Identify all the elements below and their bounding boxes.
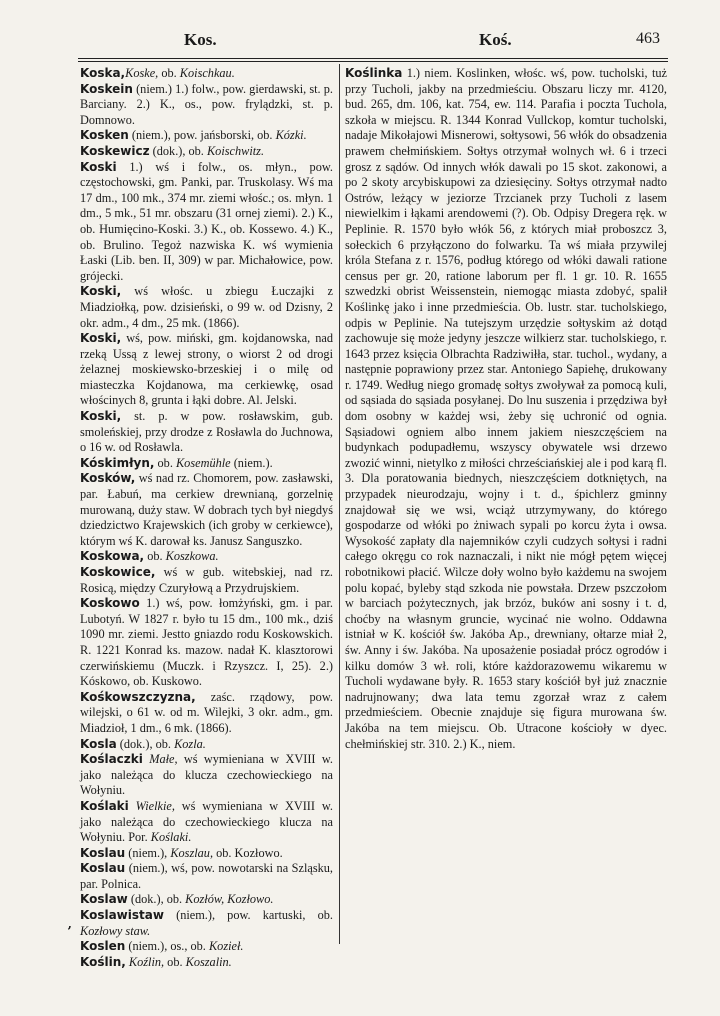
- entry-reference: Kózki.: [275, 128, 307, 143]
- entry-text: (dok.), ob.: [149, 143, 207, 158]
- dictionary-entry: [80, 846, 333, 862]
- dictionary-entry: [80, 799, 333, 846]
- entry-headword: Koslawistaw: [80, 908, 164, 923]
- dictionary-entry: [80, 861, 333, 892]
- dictionary-entry: [80, 471, 333, 549]
- entry-headword: Koslaw: [80, 892, 128, 907]
- entry-text: st. p. w pow. rosławskim, gub. smoleńskiej, przy drodze z Rosławla do Juchnowa, o 16 w. od Rosławla.: [80, 409, 333, 455]
- dictionary-entry: [80, 908, 333, 939]
- entry-text: wś, pow. miński, gm. kojdanowska, nad rzeką Ussą z lewej strony, o wiorst 2 od drogi żelaznej moskiewsko-brzeskiej i o milę od miasteczka Kojdanowa, ma cerkiewkę, osad włościnych 8, grunta i łąki dobre. Al. Jelski.: [80, 331, 333, 408]
- dictionary-entry: [80, 409, 333, 456]
- entry-headword: Kosków,: [80, 471, 136, 486]
- entry-reference: Koszlau,: [170, 845, 214, 860]
- dictionary-entry: [80, 549, 333, 565]
- entry-text: wś wymieniana w XVIII w. jako należąca do czechowieckiego klucza na Wołyniu. Por.: [80, 798, 334, 845]
- entry-headword: Koski,: [80, 284, 122, 299]
- entry-reference: Koischkau.: [179, 66, 235, 80]
- dictionary-entry: [80, 144, 333, 160]
- entry-headword: Koslen: [80, 939, 126, 954]
- entry-text: ob. Kozłowo.: [213, 845, 283, 860]
- header-rule-top: [78, 58, 668, 59]
- entry-text: (niem.), pow. jańsborski, ob.: [128, 128, 276, 143]
- entry-headword: Kosken: [80, 128, 129, 143]
- column-divider: [339, 64, 340, 944]
- dictionary-entry: [80, 690, 333, 737]
- entry-text: (niem.), wś, pow. nowotarski na Szląsku, par. Polnica.: [80, 861, 333, 891]
- entry-text: (dok.), ob.: [127, 892, 186, 907]
- entry-variant: Małe,: [142, 752, 178, 767]
- entry-reference: Kosemühle: [175, 455, 231, 470]
- entry-text: (niem.) 1.) folw., pow. gierdawski, st. p. Barciany. 2.) K., os., pow. frylądzki, st. p. Domnowo.: [80, 81, 333, 127]
- entry-variant: Wielkie,: [128, 798, 175, 813]
- entry-text: wś w gub. witebskiej, nad rz. Rosicą, między Czuryłową a Przydrujskiem.: [80, 565, 333, 595]
- page-number: 463: [636, 30, 660, 47]
- entry-headword: Koskowo: [80, 596, 140, 611]
- entry-headword: Koskowa,: [80, 549, 145, 564]
- entry-headword: Koslau: [80, 845, 126, 860]
- margin-mark: ʼ: [67, 925, 72, 940]
- entry-text: wś włośc. u zbiegu Łuczajki z Miadziołką, pow. dzisieński, o 99 w. od Dzisny, 2 okr. adm., 4 dm., 25 mk. (1866).: [80, 284, 333, 330]
- entry-headword: Koski,: [80, 409, 122, 424]
- entry-headword: Koska,: [80, 66, 126, 80]
- entry-text: wś nad rz. Chomorem, pow. zasławski, par. Łabuń, ma cerkiew drewnianą, gorzelnię murowaną, duży staw. W dobrach tych był niegdyś dziedzictwo Krajewskich (ich groby w cerkiewce), którym wś K. darował ks. Janusz Sanguszko.: [80, 471, 333, 548]
- entry-text: ob.: [158, 66, 180, 80]
- dictionary-entry: [80, 331, 333, 409]
- entry-reference: Koszalin.: [185, 954, 232, 969]
- dictionary-entry: [80, 456, 333, 472]
- entry-text: 1.) wś i folw., os. młyn., pow. częstochowski, gm. Panki, par. Truskolasy. Wś ma 17 dm., 100 mk., 374 mr. ziemi włośc.; os. młyn. 1 dm., 5 mk., 51 mr. obszaru (31 ornej ziemi). 2.) K., ob. Humięcino-Koski. 3.) K., ob. Kossewo. 4.) K., ob. Brulino. Tegoż nazwiska K. wś wymienia Łaski (Lib. ben. II, 309) w par. Michałowice, pow. grójecki.: [80, 159, 333, 283]
- dictionary-entry: [345, 66, 667, 752]
- dictionary-entry: [80, 82, 333, 129]
- dictionary-entry: [80, 284, 333, 331]
- running-header: [80, 30, 660, 52]
- dictionary-entry: [80, 892, 333, 908]
- entry-reference: Koszkowa.: [165, 549, 219, 564]
- entry-text: (niem.), pow. kartuski, ob.: [163, 908, 333, 923]
- entry-text: zaśc. rządowy, pow. wilejski, o 61 w. od m. Wilejki, 3 okr. adm., gm. Miadzioł, 1 dm., 6 mk. (1866).: [80, 689, 333, 735]
- entry-reference: Kozieł.: [208, 939, 244, 954]
- entry-headword: Koskewicz: [80, 143, 150, 158]
- dictionary-entry: [80, 955, 333, 971]
- entry-text: 1.) wś, pow. łomżyński, gm. i par. Lubotyń. W 1827 r. było tu 15 dm., 100 mk., dziś 1090 mr. ziemi. Jestto gniazdo rodu Koskowskich. R. 1221 Konrad ks. mazow. nadał K. klasztorowi czerwińskiemu (Muczk. i Rzyszcz. I, 25). 2.) Kóskowo, ob. Kuskowo.: [80, 596, 333, 689]
- entry-headword: Kosla: [80, 736, 117, 751]
- dictionary-entry: [80, 737, 333, 753]
- entry-text: ob.: [144, 549, 166, 564]
- dictionary-entry: [80, 752, 333, 799]
- entry-reference: Kozłów, Kozłowo.: [185, 892, 274, 907]
- entry-headword: Koski,: [80, 331, 122, 346]
- entry-reference: Kozla.: [174, 736, 206, 751]
- dictionary-entry: [80, 160, 333, 285]
- header-rule-bottom: [78, 61, 668, 62]
- entry-variant: Koźlin,: [125, 954, 165, 969]
- entry-headword: Kóskimłyn,: [80, 455, 155, 470]
- dictionary-entry: [80, 939, 333, 955]
- entry-headword: Koslau: [80, 861, 126, 876]
- entry-text: (niem.),: [125, 845, 171, 860]
- entry-headword: Koskein: [80, 81, 133, 96]
- entry-text: (niem.), os., ob.: [125, 939, 209, 954]
- entry-headword: Koski: [80, 159, 117, 174]
- entry-text: wś wymieniana w XVIII w. jako należąca do klucza czechowieckiego na Wołyniu.: [80, 752, 334, 798]
- entry-reference: Kozłowy staw.: [80, 923, 151, 938]
- entry-text: ob.: [164, 954, 186, 969]
- dictionary-entry: [80, 128, 333, 144]
- entry-reference: Koślaki.: [150, 830, 192, 845]
- entry-headword: Koślin,: [80, 954, 126, 969]
- entry-text: (niem.).: [230, 455, 273, 470]
- dictionary-entry: [80, 66, 333, 82]
- entry-headword: Koskowice,: [80, 565, 156, 579]
- entry-headword: Koślinka: [345, 66, 403, 80]
- header-left-guide-word: Kos.: [184, 30, 217, 49]
- header-right-guide-word: Koś.: [479, 30, 512, 49]
- entry-headword: Koślaki: [80, 798, 129, 813]
- dictionary-entry: [80, 565, 333, 596]
- entry-headword: Koślaczki: [80, 752, 143, 767]
- entry-text: 1.) niem. Koslinken, włośc. wś, pow. tucholski, tuż przy Tucholi, jakby na przedmieściu. Obszaru liczy mr. 4120, bud. 265, dm. 106, kat. 754, ew. 114. Parafia i poczta Tuchola, szkoła w miejscu. R. 1344 Konrad Vullckop, komtur tucholski, nadaje Mikołajowi Misnerowi, sołtysowi, 56 włók do obsadzenia prawem chełmińskiem. Sołtys otrzymał wolnych wł. 6 i trzeci grosz z sądów. Od innych włók dawali po 15 skot. zakonowi, a po 2 skoty arcybiskupowi za dziesięciny. Sołtys otrzymał nadto Ostrów, leżący w jeziorze Trzcianek przy Tucholi z lasem niewielkim i łąkami arendowemi (?). Ob. Odpisy Dregera ręk. w Peplinie. R. 1570 było włók 56, z których miał proboszcz 3, sołeckich 6 przyłączono do folwarku. Ta wś miała przywilej króla Stefana z r. 1576, podług którego od włóki dawali ratione census per gr. 20, ratione laborum per fl. 1 gr. 10. R. 1655 szwedzki obrist Weissenstein, niemogąc miasta zdobyć, spalił Koślinkę jako i inne przedmieścia. Ob. lustr. star. tucholskiego, odpis w Peplinie. Na tutejszym urzędzie sołtyskim aż dotąd zachowuje się może jedyny jeszcze wilkierz star. tucholskiego, r. 1643 przez księcia Olbrachta Radziwiłła, star. tuchol., wydany, a następnie poprawiony przez star. Antoniego Sapiehę, drukowany r. 1749. Według niego gromadę sołtys zwoływał za pomocą kuli, od sąsiada do sąsiada posyłanej. Do lnu suszenia i przędziwa był dom osobny w każdej wsi, żeby się uchronić od ognia. Sąsiadowi ogniem albo innem jakiem nieszczęściem na budynkach podupadłemu, wszyscy obywatele wsi drzewo zwozić winni, nietylko z miłości chrześciańskiej ale i pod karą fl. 3. Dla poratowania biednych, nieszczęściem dotkniętych, na przypadek nieurodzaju, wojny i t. d., śpichlerz gminny znajdował się we wsi, wciąż utrzymywany, do którego gospodarze od włóki po żniwach sypali po korcu żyta i owsa. Wysokość zapłaty dla najemników czyli cudzych sołtysi i radni całego okręgu co rok naznaczali, i nikt nie mógł pętem więcej robotnikowi płacić. Wilcze doły wolno było każdemu na swojem polu kopać, byleby stąd szkoda nie powstała. Drzew pszczołom w barciach pożytecznych, jak brzóz, buków ani sosny i t. d, choćby na własnym gruncie, wycinać nie wolno. Oddawna istniał w K. kościół św. Jakóba Ap., drewniany, ołtarze miał 2, św. Anny i św. Jakóba. Na uposażenie posiadał prócz ogrodów i kilku domów 3 wł. roli, które każdorazowemu wikaremu w Tucholi wydawane były. R. 1653 stary kościół był już znacznie nadrujnowany; dwa lata temu zgorzał wraz z całem przedmieściem. Obecnie znajduje się figura murowana św. Jakóba na tem miejscu. Ob. Utracone kościoły w dyec. chełmińskiej str. 310. 2.) K., niem.: [345, 66, 667, 751]
- dictionary-entry: [80, 596, 333, 690]
- entry-variant: Koske,: [125, 66, 159, 80]
- entry-reference: Koischwitz.: [206, 143, 265, 158]
- entry-text: (dok.), ob.: [116, 736, 175, 751]
- entry-text: ob.: [154, 455, 176, 470]
- right-column: [345, 66, 667, 752]
- left-column: [80, 66, 333, 970]
- entry-headword: Kośkowszczyzna,: [80, 689, 196, 704]
